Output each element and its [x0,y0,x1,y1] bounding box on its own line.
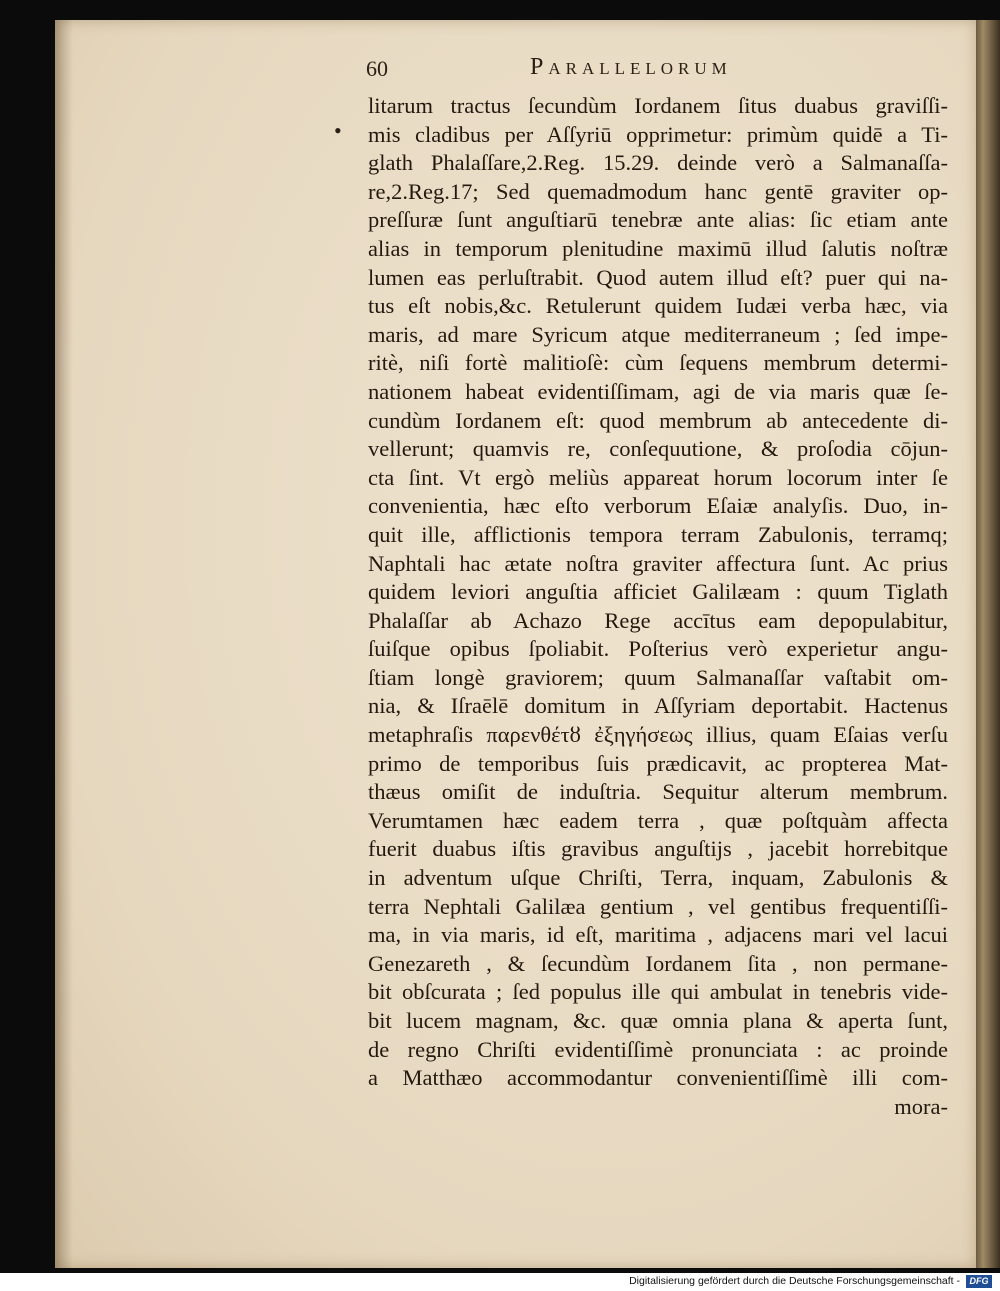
text-line: vellerunt; quamvis re, conſequutione, & proſodia cōjun- [368,436,948,462]
text-line: Naphtali hac ætate noſtra graviter affectura ſunt. Ac prius [368,550,948,576]
text-line: in adventum uſque Chriſti, Terra, inquam, Zabulonis & [368,865,948,891]
text-line: nationem habeat evidentiſſimam, agi de via maris quæ ſe- [368,378,948,404]
text-line: ſuiſque opibus ſpoliabit. Poſterius verò experietur angu- [368,636,948,662]
text-line: preſſuræ ſunt anguſtiarū tenebræ ante alias: ſic etiam ante [368,207,948,233]
text-line: lumen eas perluſtrabit. Quod autem illud eſt? puer qui na- [368,264,948,290]
text-line: ma, in via maris, id eſt, maritima , adjacens mari vel lacui [368,922,948,948]
text-line: re,2.Reg.17; Sed quemadmodum hanc gentē graviter op- [368,178,948,204]
text-line: de regno Chriſti evidentiſſimè pronunciata : ac proinde [368,1036,948,1062]
text-line: Genezareth , & ſecundùm Iordanem ſita , non permane- [368,950,948,976]
text-line: cta ſint. Vt ergò meliùs appareat horum locorum inter ſe [368,464,948,490]
text-line: thæus omiſit de induſtria. Sequitur alterum membrum. [368,779,948,805]
gutter-shadow [55,20,73,1268]
text-block [368,92,948,1121]
text-line: ritè, niſi fortè malitioſè: cùm ſequens membrum determi- [368,350,948,376]
text-line: mis cladibus per Aſſyriū opprimetur: primùm quidē a Ti- [368,121,948,147]
text-line: terra Nephtali Galilæa gentium , vel gentibus frequentiſſi- [368,893,948,919]
dfg-logo-icon: DFG [966,1275,992,1288]
text-line: bit lucem magnam, &c. quæ omnia plana & aperta ſunt, [368,1008,948,1033]
text-line: metaphraſis παρενθέτȣ ἐξηγήσεως illius, quam Eſaias verſu [368,722,948,748]
running-head: Parallelorum [530,54,732,80]
text-line: nia, & Iſraēlē domitum in Aſſyriam deportabit. Hactenus [368,693,948,719]
text-line: litarum tractus ſecundùm Iordanem ſitus duabus graviſſi- [368,93,948,118]
footer-credit: Digitalisierung gefördert durch die Deutsche Forschungsgemeinschaft - [629,1275,960,1287]
page-edge [976,20,1000,1268]
text-line: ſtiam longè graviorem; quum Salmanaſſar vaſtabit om- [368,664,948,690]
catchword: mora- [894,1093,948,1119]
text-line: Verumtamen hæc eadem terra , quæ poſtquàm affecta [368,807,948,833]
text-line: bit obſcurata ; ſed populus ille qui ambulat in tenebris vide- [368,979,948,1005]
page-number: 60 [366,56,388,81]
text-line: a Matthæo accommodantur convenientiſſimè illi com- [368,1065,948,1091]
margin-mark: • [334,118,342,143]
text-line: fuerit duabus iſtis gravibus anguſtijs , jacebit horrebitque [368,836,948,862]
text-line: maris, ad mare Syricum atque mediterraneum ; ſed impe- [368,321,948,347]
text-line: primo de temporibus ſuis prædicavit, ac propterea Mat- [368,750,948,776]
text-line: glath Phalaſſare,2.Reg. 15.29. deinde verò a Salmanaſſa- [368,150,948,176]
text-line: convenientia, hæc eſto verborum Eſaiæ analyſis. Duo, in- [368,493,948,519]
text-line: quit ille, afflictionis tempora terram Zabulonis, terramq; [368,521,948,547]
text-line: tus eſt nobis,&c. Retulerunt quidem Iudæi verba hæc, via [368,293,948,319]
text-line: quidem leviori anguſtia afficiet Galilæam : quum Tiglath [368,579,948,605]
text-line: cundùm Iordanem eſt: quod membrum ab antecedente di- [368,407,948,433]
footer-bar [0,1273,1000,1291]
text-line: alias in temporum plenitudine maximū illud ſalutis noſtræ [368,235,948,261]
text-line: Phalaſſar ab Achazo Rege accītus eam depopulabitur, [368,607,948,633]
